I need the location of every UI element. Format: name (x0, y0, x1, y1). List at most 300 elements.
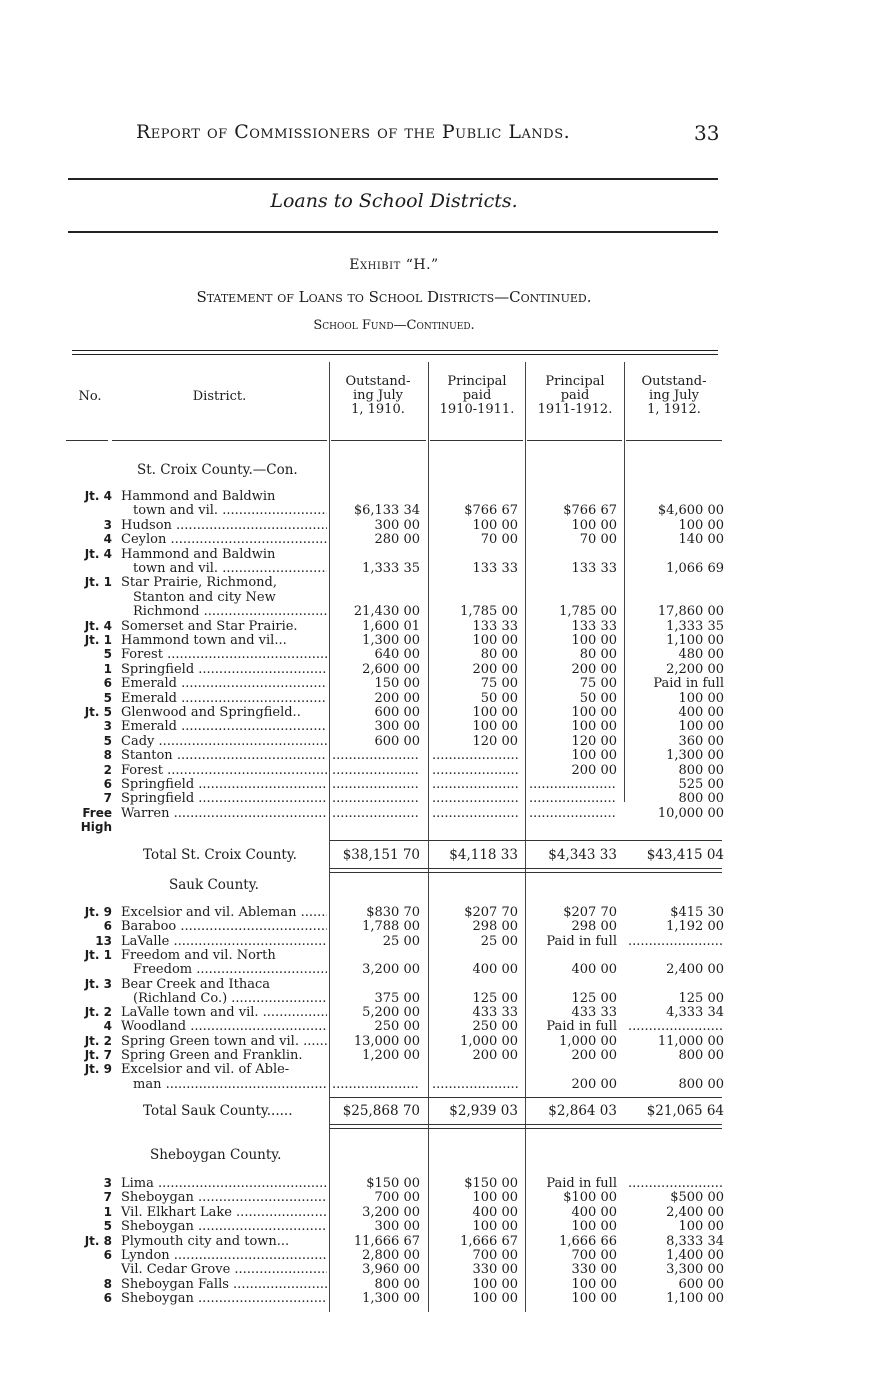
cell-c2: 400 00 (472, 1204, 518, 1220)
cell-c4: 800 00 (678, 791, 724, 807)
district-number: 7 (103, 791, 112, 806)
district-name: Freedom and vil. North (121, 947, 276, 963)
cell-c3: 330 00 (571, 1262, 617, 1278)
district-number: 3 (103, 517, 112, 532)
cell-c4: 100 00 (678, 719, 724, 735)
cell-c2: 400 00 (472, 962, 518, 978)
cell-c3: 75 00 (579, 676, 617, 692)
district-name: Springfield ..... (121, 791, 327, 806)
cell-c3 (529, 791, 617, 806)
cell-c2 (432, 791, 518, 806)
cell-c1: 700 00 (374, 1190, 420, 1206)
table-row (0, 763, 895, 778)
table-row (0, 1005, 895, 1020)
district-number: 6 (103, 1248, 112, 1262)
district-name: Hudson ..... (121, 518, 327, 533)
district-number: Jt. 5 (84, 705, 112, 719)
cell-c4: 1,100 00 (666, 633, 724, 648)
district-name: Hammond town and vil... (121, 633, 287, 648)
cell-c1 (332, 748, 420, 763)
district-number: Jt. 4 (84, 618, 112, 633)
district-name: Spring Green and Franklin. (121, 1048, 303, 1063)
header-paid-1911-1912: Principal paid 1911-1912. (537, 374, 613, 417)
header-outstanding-1910: Outstand- ing July 1, 1910. (345, 374, 411, 417)
cell-c2: 75 00 (480, 676, 518, 692)
cell-c1: 300 00 (374, 1219, 420, 1235)
cell-c4 (628, 934, 724, 949)
cell-c4: 125 00 (678, 990, 724, 1006)
district-number: 5 (103, 647, 112, 662)
header-rule (66, 440, 108, 441)
cell-c2: 1,000 00 (460, 1033, 518, 1049)
table-row (0, 1291, 895, 1306)
cell-c1: 5,200 00 (362, 1005, 420, 1021)
cell-c1: 640 00 (374, 647, 420, 663)
cell-c2: 100 00 (472, 705, 518, 720)
cell-c3: 400 00 (571, 1204, 617, 1220)
district-number: Free (82, 805, 112, 820)
cell-c3 (529, 806, 617, 821)
sum-rule (330, 1097, 722, 1098)
cell-c4: $415 30 (670, 905, 724, 920)
cell-c3: 700 00 (571, 1248, 617, 1263)
cell-c1 (332, 806, 420, 821)
cell-c2: 700 00 (472, 1248, 518, 1263)
cell-c2: 250 00 (472, 1019, 518, 1035)
cell-c4: $4,600 00 (657, 503, 724, 519)
district-number: Jt. 2 (84, 1005, 112, 1020)
cell-c3: $766 67 (563, 503, 617, 519)
district-name: Warren ..... (121, 806, 327, 821)
cell-c1: 375 00 (374, 990, 420, 1006)
district-number: 8 (103, 1276, 112, 1291)
cell-c4: 2,400 00 (666, 962, 724, 978)
cell-c1: 600 00 (374, 705, 420, 720)
cell-c3: 1,000 00 (559, 1033, 617, 1049)
district-name: Forest ..... (121, 647, 327, 662)
district-name: Emerald ..... (121, 676, 327, 691)
cell-c4 (628, 1019, 724, 1034)
cell-c4: 360 00 (678, 733, 724, 749)
district-name: Baraboo ..... (121, 919, 327, 934)
cell-c2 (432, 748, 518, 763)
table-row (0, 561, 895, 576)
cell-c4: 525 00 (678, 777, 724, 792)
district-name: Sheboygan ..... (121, 1219, 327, 1234)
district-number: 6 (103, 777, 112, 791)
cell-c1: 3,960 00 (362, 1262, 420, 1278)
cell-c4: $500 00 (670, 1190, 724, 1206)
table-row (0, 1248, 895, 1263)
cell-c2 (432, 763, 518, 778)
cell-c2: 100 00 (472, 1190, 518, 1206)
cell-c1: 800 00 (374, 1276, 420, 1292)
table-row (0, 1019, 895, 1034)
district-number: Jt. 4 (84, 546, 112, 561)
sum-rule (330, 1124, 722, 1125)
district-number: High (80, 820, 112, 835)
cell-c4: Paid in full (653, 676, 724, 692)
district-number: 4 (103, 532, 112, 547)
cell-c2 (432, 777, 518, 792)
table-top-rule-2 (72, 354, 718, 355)
exhibit-title: Exhibit “H.” (349, 257, 439, 273)
cell-c3: 100 00 (571, 748, 617, 764)
cell-c1: 300 00 (374, 517, 420, 533)
total-c3: $4,343 33 (548, 847, 617, 863)
district-name: Forest ..... (121, 763, 327, 778)
cell-c1: 200 00 (374, 690, 420, 706)
table-row (0, 919, 895, 934)
cell-c3: 200 00 (571, 1076, 617, 1092)
table-row (0, 590, 895, 605)
total-c1: $38,151 70 (342, 847, 420, 863)
cell-c4: 3,300 00 (666, 1262, 724, 1278)
district-name: man ..... (133, 1077, 327, 1092)
cell-c1: 1,200 00 (362, 1048, 420, 1063)
cell-c1: 11,666 67 (353, 1233, 420, 1249)
cell-c1: 3,200 00 (362, 962, 420, 978)
cell-c3: 433 33 (571, 1005, 617, 1021)
cell-c2: $207 70 (464, 905, 518, 920)
cell-c3: 200 00 (571, 661, 617, 677)
total-c1: $25,868 70 (342, 1103, 420, 1119)
district-number: Jt. 1 (84, 947, 112, 962)
table-row (0, 547, 895, 562)
district-name: Hammond and Baldwin (121, 546, 276, 562)
sum-rule (330, 840, 722, 841)
district-name: Glenwood and Springfield.. (121, 705, 301, 720)
table-row (0, 934, 895, 949)
top-rule (68, 178, 718, 180)
table-row (0, 1262, 895, 1277)
cell-c2: 1,785 00 (460, 604, 518, 620)
cell-c2 (432, 1077, 518, 1092)
district-number: 3 (103, 719, 112, 734)
cell-c1 (332, 1077, 420, 1092)
cell-c2: 100 00 (472, 633, 518, 648)
district-name: Springfield ..... (121, 777, 327, 792)
total-c2: $2,939 03 (449, 1103, 518, 1119)
cell-c3: 100 00 (571, 1276, 617, 1292)
district-number: Jt. 1 (84, 575, 112, 590)
cell-c2: 433 33 (472, 1005, 518, 1021)
district-number: Jt. 7 (84, 1048, 112, 1062)
district-number: 2 (103, 762, 112, 777)
cell-c2: 200 00 (472, 1048, 518, 1063)
cell-c4: 600 00 (678, 1276, 724, 1292)
cell-c2: 1,666 67 (460, 1233, 518, 1249)
total-c2: $4,118 33 (449, 847, 518, 863)
cell-c2: 100 00 (472, 517, 518, 533)
cell-c3: 100 00 (571, 1219, 617, 1235)
district-name: Lima ..... (121, 1176, 327, 1191)
table-row (0, 705, 895, 720)
table-row (0, 691, 895, 706)
table-row (0, 791, 895, 806)
district-name: Sheboygan ..... (121, 1291, 327, 1306)
cell-c1 (332, 777, 420, 792)
header-no: No. (78, 389, 102, 404)
running-title: Report of Commissioners of the Public Lands. (136, 121, 571, 143)
cell-c3: $207 70 (563, 905, 617, 920)
cell-c1: 600 00 (374, 733, 420, 749)
cell-c1: 2,800 00 (362, 1248, 420, 1263)
cell-c4: 11,000 00 (657, 1033, 724, 1049)
cell-c3: 298 00 (571, 919, 617, 935)
cell-c3: 100 00 (571, 517, 617, 533)
cell-c3: 133 33 (571, 618, 617, 634)
table-top-rule (72, 350, 718, 351)
cell-c4: 800 00 (678, 762, 724, 778)
table-row (0, 532, 895, 547)
cell-c2: 50 00 (480, 690, 518, 706)
section-title: Loans to School Districts. (270, 190, 518, 212)
district-number: 6 (103, 676, 112, 691)
district-name: Spring Green town and vil. ..... (121, 1034, 327, 1049)
district-name: Hammond and Baldwin (121, 489, 276, 504)
district-number: 7 (103, 1190, 112, 1205)
header-district: District. (192, 389, 247, 404)
table-row (0, 806, 895, 821)
sum-rule (330, 868, 722, 869)
table-row (0, 1062, 895, 1077)
header-paid-1910-1911: Principal paid 1910-1911. (439, 374, 515, 417)
district-name: Excelsior and vil. of Able- (121, 1062, 290, 1078)
cell-c4: 1,066 69 (666, 561, 724, 576)
district-name: Ceylon ..... (121, 532, 327, 547)
table-row (0, 1219, 895, 1234)
table-row (0, 748, 895, 763)
cell-c2: 120 00 (472, 733, 518, 749)
table-row (0, 619, 895, 634)
district-name: Sheboygan Falls ..... (121, 1277, 327, 1292)
cell-c1: $150 00 (366, 1176, 420, 1191)
table-row (0, 518, 895, 533)
cell-c2: 133 33 (472, 618, 518, 634)
cell-c2: 330 00 (472, 1262, 518, 1278)
cell-c1: 1,333 35 (362, 561, 420, 576)
cell-c4: 800 00 (678, 1076, 724, 1092)
district-name: Lyndon ..... (121, 1248, 327, 1263)
cell-c2: 80 00 (480, 647, 518, 663)
table-row (0, 719, 895, 734)
cell-c1: 250 00 (374, 1019, 420, 1035)
cell-c1: $830 70 (366, 905, 420, 920)
cell-c3: Paid in full (546, 1176, 617, 1191)
cell-c1: 1,788 00 (362, 919, 420, 935)
cell-c2: $150 00 (464, 1176, 518, 1191)
table-row (0, 1034, 895, 1049)
district-number: Jt. 9 (84, 1062, 112, 1077)
county-heading-sheboygan: Sheboygan County. (150, 1147, 282, 1163)
cell-c4: 800 00 (678, 1048, 724, 1063)
district-number: Jt. 1 (84, 633, 112, 647)
district-name: Emerald ..... (121, 691, 327, 706)
table-row (0, 575, 895, 590)
cell-c1: 1,300 00 (362, 1291, 420, 1307)
cell-c4: 17,860 00 (657, 604, 724, 620)
cell-c3: 133 33 (571, 561, 617, 576)
cell-c1: 13,000 00 (353, 1033, 420, 1049)
district-name: (Richland Co.) ..... (133, 991, 327, 1006)
cell-c1: 2,600 00 (362, 661, 420, 677)
cell-c2: 298 00 (472, 919, 518, 935)
cell-c1 (332, 791, 420, 806)
cell-c3: 200 00 (571, 1048, 617, 1063)
cell-c3: 100 00 (571, 719, 617, 735)
table-row (0, 905, 895, 920)
cell-c3: Paid in full (546, 1019, 617, 1035)
district-name: Vil. Cedar Grove ..... (121, 1262, 327, 1277)
district-name: town and vil. ..... (133, 503, 327, 518)
table-row (0, 1205, 895, 1220)
district-number: 3 (103, 1176, 112, 1190)
table-row (0, 820, 895, 835)
total-label: Total St. Croix County. (143, 847, 297, 863)
header-rule (626, 440, 722, 441)
district-name: Star Prairie, Richmond, (121, 575, 278, 591)
fund-subtitle: School Fund—Continued. (313, 318, 475, 333)
district-number: 6 (103, 919, 112, 934)
district-number: Jt. 9 (84, 905, 112, 919)
cell-c2: 200 00 (472, 661, 518, 677)
cell-c3: 100 00 (571, 633, 617, 648)
header-rule (112, 440, 327, 441)
district-name: Plymouth city and town... (121, 1233, 290, 1249)
cell-c3: 100 00 (571, 1291, 617, 1307)
district-name: Woodland ..... (121, 1019, 327, 1034)
cell-c1: 21,430 00 (353, 604, 420, 620)
header-rule (331, 440, 426, 441)
district-name: Freedom ..... (133, 962, 327, 977)
district-number: 5 (103, 733, 112, 748)
table-row (0, 489, 895, 504)
district-name: Springfield ..... (121, 662, 327, 677)
cell-c1: 300 00 (374, 719, 420, 735)
table-row (0, 1190, 895, 1205)
table-row (0, 503, 895, 518)
sum-rule (330, 1128, 722, 1129)
table-row (0, 1277, 895, 1292)
district-name: Sheboygan ..... (121, 1190, 327, 1205)
cell-c3 (529, 777, 617, 792)
cell-c4: 1,400 00 (666, 1248, 724, 1263)
cell-c3: 1,666 66 (559, 1233, 617, 1249)
header-rule (527, 440, 622, 441)
cell-c3: 80 00 (579, 647, 617, 663)
county-heading-sauk: Sauk County. (169, 877, 259, 893)
district-number: Jt. 2 (84, 1033, 112, 1048)
cell-c4: 2,400 00 (666, 1204, 724, 1220)
district-number: 8 (103, 748, 112, 763)
table-row (0, 662, 895, 677)
cell-c1: 3,200 00 (362, 1204, 420, 1220)
cell-c3: 120 00 (571, 733, 617, 749)
cell-c3: 400 00 (571, 962, 617, 978)
cell-c2: 100 00 (472, 1291, 518, 1307)
cell-c1: 1,600 01 (362, 618, 420, 634)
district-number: 13 (95, 933, 112, 948)
total-row-sauk (0, 1103, 895, 1119)
cell-c4: 8,333 34 (666, 1233, 724, 1249)
table-row (0, 647, 895, 662)
total-c3: $2,864 03 (548, 1103, 617, 1119)
district-name: Somerset and Star Prairie. (121, 618, 298, 634)
cell-c4: 480 00 (678, 647, 724, 663)
district-name: Emerald ..... (121, 719, 327, 734)
cell-c3: 70 00 (579, 532, 617, 548)
cell-c2: 70 00 (480, 532, 518, 548)
cell-c2: 133 33 (472, 561, 518, 576)
cell-c2: $766 67 (464, 503, 518, 519)
cell-c2: 125 00 (472, 990, 518, 1006)
district-number: Jt. 4 (84, 489, 112, 503)
cell-c4 (628, 1176, 724, 1191)
table-row (0, 962, 895, 977)
cell-c4: 1,300 00 (666, 748, 724, 764)
total-c4: $21,065 64 (646, 1103, 724, 1119)
cell-c4: 140 00 (678, 532, 724, 548)
cell-c1 (332, 763, 420, 778)
cell-c3: 200 00 (571, 762, 617, 778)
table-row (0, 1234, 895, 1249)
cell-c4: 1,192 00 (666, 919, 724, 935)
table-row (0, 633, 895, 648)
cell-c3: 100 00 (571, 705, 617, 720)
district-name: Richmond ..... (133, 604, 327, 619)
cell-c4: 100 00 (678, 1219, 724, 1235)
table-row (0, 604, 895, 619)
district-name: Vil. Elkhart Lake ..... (121, 1205, 327, 1220)
section-rule (68, 231, 718, 233)
cell-c1: $6,133 34 (353, 503, 420, 519)
cell-c3: 125 00 (571, 990, 617, 1006)
district-name: LaValle town and vil. ..... (121, 1005, 327, 1020)
district-number: 5 (103, 690, 112, 705)
district-number: 4 (103, 1019, 112, 1034)
page-number: 33 (694, 121, 720, 145)
header-outstanding-1912: Outstand- ing July 1, 1912. (641, 374, 707, 417)
district-number: 1 (103, 661, 112, 676)
total-row-stcroix (0, 847, 895, 863)
header-rule (430, 440, 523, 441)
table-row (0, 676, 895, 691)
cell-c2: 100 00 (472, 1219, 518, 1235)
cell-c1: 25 00 (382, 933, 420, 949)
cell-c1: 280 00 (374, 532, 420, 548)
cell-c4: 1,100 00 (666, 1291, 724, 1307)
table-row (0, 1176, 895, 1191)
cell-c3: 1,785 00 (559, 604, 617, 620)
cell-c2: 100 00 (472, 719, 518, 735)
cell-c1: 150 00 (374, 676, 420, 692)
cell-c4: 2,200 00 (666, 661, 724, 677)
district-number: 1 (103, 1204, 112, 1219)
district-name: Bear Creek and Ithaca (121, 976, 270, 992)
cell-c3: $100 00 (563, 1190, 617, 1206)
total-c4: $43,415 04 (646, 847, 724, 863)
table-row (0, 977, 895, 992)
county-heading-stcroix: St. Croix County.—Con. (137, 462, 298, 478)
district-name: LaValle ..... (121, 934, 327, 949)
cell-c4: 400 00 (678, 705, 724, 720)
sum-rule (330, 872, 722, 873)
cell-c4: 1,333 35 (666, 618, 724, 634)
statement-title: Statement of Loans to School Districts—Continued. (196, 288, 592, 306)
table-row (0, 734, 895, 749)
district-number: 5 (103, 1219, 112, 1234)
